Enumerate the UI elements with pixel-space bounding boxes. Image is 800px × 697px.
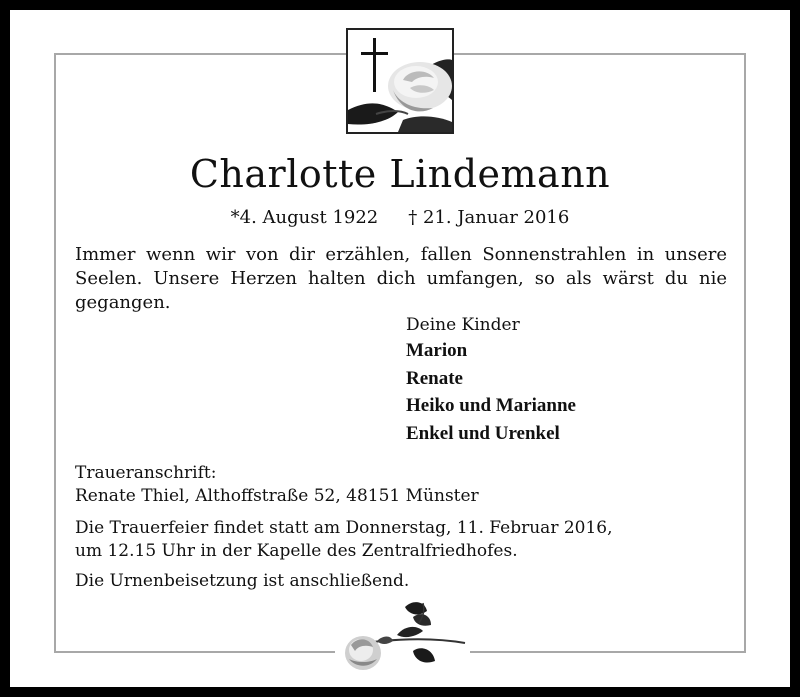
mourning-address — [75, 462, 479, 508]
mourners-intro: Deine Kinder — [406, 315, 520, 335]
border-frame — [54, 53, 746, 653]
mourner-name: Heiko und Marianne — [406, 395, 576, 416]
mourner-name: Renate — [406, 367, 463, 389]
life-dates — [10, 207, 790, 228]
deceased-name: Charlotte Lindemann — [189, 152, 611, 196]
mourners-list — [406, 337, 576, 447]
cross-with-rose-icon — [346, 28, 454, 134]
address-label: Traueranschrift: — [75, 463, 217, 483]
memorial-verse: Immer wenn wir von dir erzählen, fallen Sonnenstrahlen in unsere Seelen. Unsere Herzen halten dich umfangen, so als wärst du nie gegangen. — [75, 244, 727, 313]
mourner-name: Marion — [406, 340, 468, 361]
death-date: † 21. Januar 2016 — [408, 207, 570, 228]
address-value: Renate Thiel, Althoffstraße 52, 48151 Münster — [75, 486, 479, 506]
single-rose-icon — [335, 595, 470, 675]
mourner-name: Enkel und Urenkel — [406, 422, 560, 444]
ceremony-line: Die Trauerfeier findet statt am Donnerstag, 11. Februar 2016, — [75, 518, 613, 538]
urn-burial-info: Die Urnenbeisetzung ist anschließend. — [75, 571, 410, 591]
birth-date: *4. August 1922 — [230, 207, 379, 228]
obituary-page — [10, 10, 790, 687]
ceremony-info — [75, 517, 613, 563]
ceremony-line: um 12.15 Uhr in der Kapelle des Zentralfriedhofes. — [75, 541, 518, 561]
